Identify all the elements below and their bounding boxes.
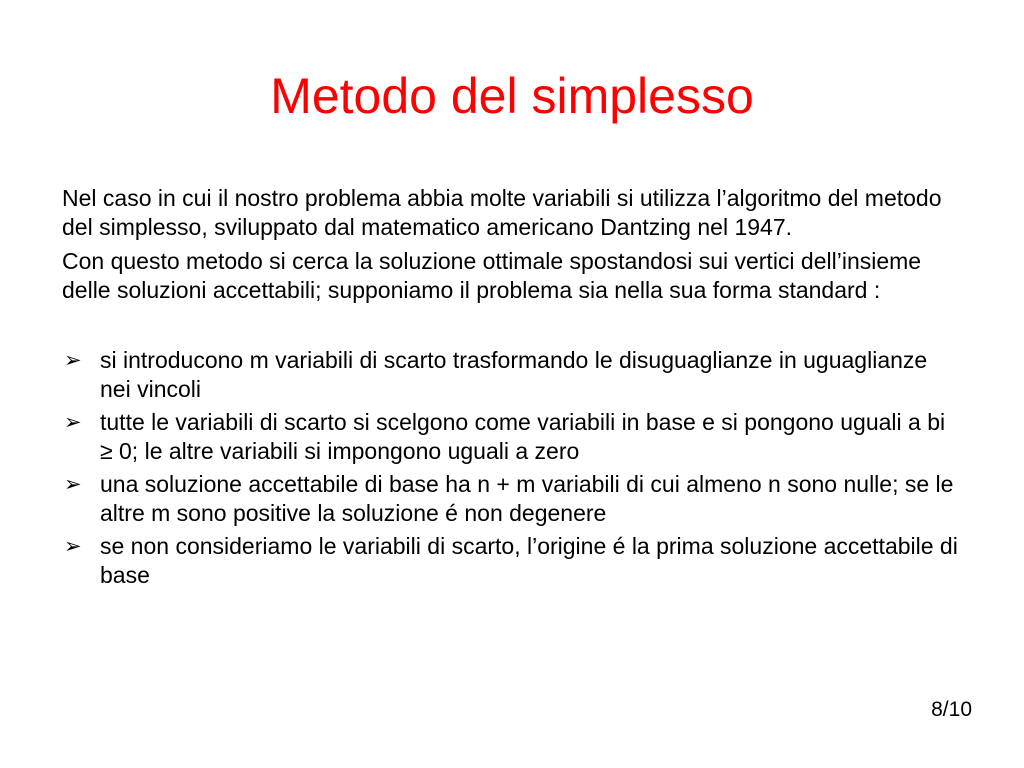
- page-number: 8/10: [931, 698, 972, 721]
- arrow-bullet-icon: ➢: [64, 472, 82, 496]
- method-paragraph: Con questo metodo si cerca la soluzione ottimale spostandosi sui vertici dell’insieme delle soluzioni accettabili; supponiamo il problema sia nella sua forma standard :: [62, 248, 922, 303]
- intro-paragraph: Nel caso in cui il nostro problema abbia molte variabili si utilizza l’algoritmo del metodo del simplesso, sviluppato dal matematico americano Dantzing nel 1947.: [62, 185, 942, 240]
- slide-title: Metodo del simplesso: [270, 68, 754, 124]
- arrow-bullet-icon: ➢: [64, 348, 82, 372]
- slide-body: [62, 184, 962, 594]
- spacer: [62, 310, 962, 346]
- bullet-text: una soluzione accettabile di base ha n + m variabili di cui almeno n sono nulle; se le altre m sono positive la soluzione é non degenere: [100, 471, 954, 526]
- list-item: [62, 532, 962, 590]
- list-item: [62, 470, 962, 528]
- arrow-bullet-icon: ➢: [64, 410, 82, 434]
- bullet-text: si introducono m variabili di scarto trasformando le disuguaglianze in uguaglianze nei vincoli: [100, 347, 928, 402]
- list-item: [62, 408, 962, 466]
- bullet-text: se non consideriamo le variabili di scarto, l’origine é la prima soluzione accettabile di base: [100, 533, 958, 588]
- bullet-list: [62, 346, 962, 590]
- arrow-bullet-icon: ➢: [64, 534, 82, 558]
- list-item: [62, 346, 962, 404]
- bullet-text: tutte le variabili di scarto si scelgono come variabili in base e si pongono uguali a bi ≥ 0; le altre variabili si impongono uguali a zero: [100, 409, 946, 464]
